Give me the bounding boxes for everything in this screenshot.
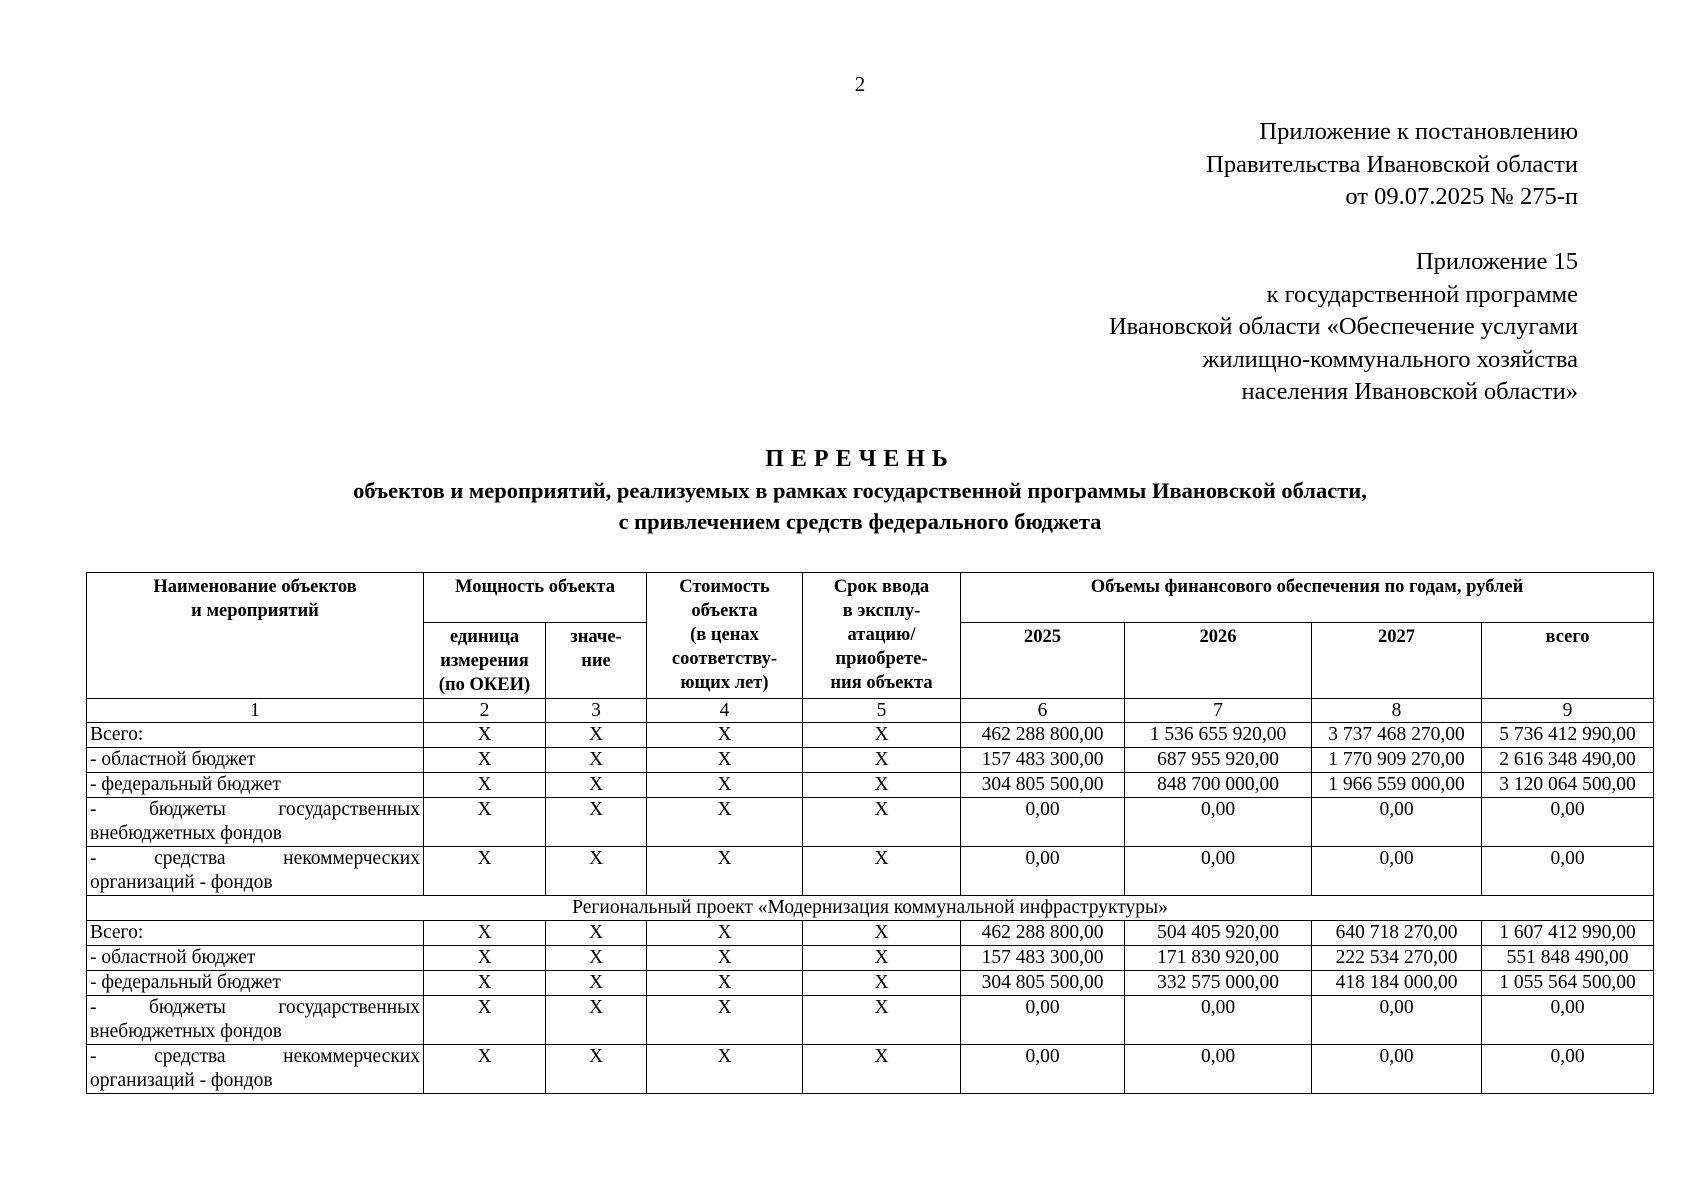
row-unit: X: [424, 798, 546, 847]
row-2025: 157 483 300,00: [961, 748, 1125, 773]
row-2025: 462 288 800,00: [961, 723, 1125, 748]
row-cost: X: [647, 1045, 803, 1094]
row-2026: 0,00: [1125, 798, 1312, 847]
appendix-line: Приложение к постановлению: [1259, 118, 1578, 145]
row-unit: X: [424, 847, 546, 896]
table-row: [87, 971, 1654, 996]
header-value: значе- ние: [546, 623, 647, 699]
row-cost: X: [647, 748, 803, 773]
row-2026: 0,00: [1125, 847, 1312, 896]
table-row: [87, 773, 1654, 798]
appendix-line: жилищно-коммунального хозяйства: [1202, 345, 1578, 373]
row-2025: 0,00: [961, 798, 1125, 847]
row-name: Всего:: [87, 921, 424, 946]
row-unit: X: [424, 996, 546, 1045]
row-2025: 0,00: [961, 996, 1125, 1045]
row-name: - средства некоммерческих организаций - фондов: [87, 847, 424, 896]
row-unit: X: [424, 748, 546, 773]
table-row: [87, 748, 1654, 773]
row-total: 2 616 348 490,00: [1482, 748, 1654, 773]
header-commissioning-term: Срок ввода в эксплу- атацию/ приобрете- ния объекта: [803, 573, 961, 699]
row-total: 0,00: [1482, 798, 1654, 847]
appendix-line: от 09.07.2025 № 275-п: [1345, 183, 1578, 210]
row-term: X: [803, 748, 961, 773]
row-unit: X: [424, 971, 546, 996]
header-funding: Объемы финансового обеспечения по годам, рублей: [961, 573, 1654, 623]
row-2027: 1 770 909 270,00: [1312, 748, 1482, 773]
row-term: X: [803, 798, 961, 847]
row-name: - областной бюджет: [87, 946, 424, 971]
table-row: [87, 946, 1654, 971]
row-2027: 3 737 468 270,00: [1312, 723, 1482, 748]
row-2026: 332 575 000,00: [1125, 971, 1312, 996]
column-number: 4: [647, 699, 803, 723]
row-unit: X: [424, 723, 546, 748]
row-term: X: [803, 847, 961, 896]
row-value: X: [546, 723, 647, 748]
row-total: 5 736 412 990,00: [1482, 723, 1654, 748]
row-total: 1 055 564 500,00: [1482, 971, 1654, 996]
row-2025: 0,00: [961, 1045, 1125, 1094]
row-2026: 687 955 920,00: [1125, 748, 1312, 773]
row-2027: 1 966 559 000,00: [1312, 773, 1482, 798]
row-2027: 640 718 270,00: [1312, 921, 1482, 946]
row-2027: 0,00: [1312, 847, 1482, 896]
header-total: всего: [1482, 623, 1654, 699]
row-unit: X: [424, 921, 546, 946]
row-unit: X: [424, 773, 546, 798]
row-2027: 0,00: [1312, 996, 1482, 1045]
row-value: X: [546, 996, 647, 1045]
row-total: 1 607 412 990,00: [1482, 921, 1654, 946]
row-term: X: [803, 921, 961, 946]
appendix-header-program: [1109, 246, 1578, 409]
column-number: 5: [803, 699, 961, 723]
row-name: - бюджеты государственных внебюджетных фондов: [87, 798, 424, 847]
row-term: X: [803, 946, 961, 971]
row-cost: X: [647, 773, 803, 798]
row-cost: X: [647, 921, 803, 946]
row-2026: 1 536 655 920,00: [1125, 723, 1312, 748]
column-number: 6: [961, 699, 1125, 723]
row-term: X: [803, 996, 961, 1045]
table-row: [87, 798, 1654, 847]
table-row: [87, 1045, 1654, 1094]
row-name: Всего:: [87, 723, 424, 748]
appendix-line: Приложение 15: [1415, 248, 1578, 275]
header-unit: единица измерения (по ОКЕИ): [424, 623, 546, 699]
row-term: X: [803, 723, 961, 748]
row-2026: 848 700 000,00: [1125, 773, 1312, 798]
row-name: - областной бюджет: [87, 748, 424, 773]
title-main: ПЕРЕЧЕНЬ: [765, 446, 955, 472]
header-year-2026: 2026: [1125, 623, 1312, 699]
row-unit: X: [424, 1045, 546, 1094]
row-value: X: [546, 748, 647, 773]
row-name: - федеральный бюджет: [87, 971, 424, 996]
row-name: - средства некоммерческих организаций - фондов: [87, 1045, 424, 1094]
table-row: [87, 847, 1654, 896]
table-row: [87, 723, 1654, 748]
row-total: 3 120 064 500,00: [1482, 773, 1654, 798]
row-2027: 0,00: [1312, 1045, 1482, 1094]
header-year-2025: 2025: [961, 623, 1125, 699]
row-cost: X: [647, 946, 803, 971]
header-name: Наименование объектов и мероприятий: [87, 573, 424, 699]
row-name: - бюджеты государственных внебюджетных фондов: [87, 996, 424, 1045]
header-cost: Стоимость объекта (в ценах соответству- ющих лет): [647, 573, 803, 699]
row-2025: 157 483 300,00: [961, 946, 1125, 971]
row-term: X: [803, 773, 961, 798]
appendix-line: Ивановской области «Обеспечение услугами: [1108, 313, 1578, 340]
column-number: 2: [424, 699, 546, 723]
table-row: [87, 996, 1654, 1045]
row-name: - федеральный бюджет: [87, 773, 424, 798]
row-cost: X: [647, 996, 803, 1045]
row-total: 551 848 490,00: [1482, 946, 1654, 971]
row-2027: 0,00: [1312, 798, 1482, 847]
row-total: 0,00: [1482, 1045, 1654, 1094]
row-value: X: [546, 798, 647, 847]
financing-table: [86, 572, 1654, 1094]
row-2025: 462 288 800,00: [961, 921, 1125, 946]
row-total: 0,00: [1482, 996, 1654, 1045]
row-unit: X: [424, 946, 546, 971]
column-number: 3: [546, 699, 647, 723]
row-2027: 418 184 000,00: [1312, 971, 1482, 996]
row-2025: 304 805 500,00: [961, 773, 1125, 798]
appendix-header-resolution: [1206, 116, 1578, 214]
row-value: X: [546, 921, 647, 946]
column-numbers-row: [87, 699, 1654, 723]
column-number: 7: [1125, 699, 1312, 723]
section-row: [87, 896, 1654, 921]
title-subtitle-line-2: с привлечением средств федерального бюджета: [618, 509, 1102, 534]
row-2025: 0,00: [961, 847, 1125, 896]
title-subtitle-line-1: объектов и мероприятий, реализуемых в рамках государственной программы Ивановской области,: [353, 478, 1367, 503]
section-title: Региональный проект «Модернизация коммунальной инфраструктуры»: [87, 896, 1654, 921]
column-number: 9: [1482, 699, 1654, 723]
row-term: X: [803, 971, 961, 996]
row-total: 0,00: [1482, 847, 1654, 896]
row-value: X: [546, 971, 647, 996]
page-number: 2: [854, 72, 866, 96]
row-2025: 304 805 500,00: [961, 971, 1125, 996]
column-number: 8: [1312, 699, 1482, 723]
row-2026: 0,00: [1125, 996, 1312, 1045]
row-cost: X: [647, 723, 803, 748]
header-capacity: Мощность объекта: [424, 573, 647, 623]
row-cost: X: [647, 847, 803, 896]
row-term: X: [803, 1045, 961, 1094]
row-2027: 222 534 270,00: [1312, 946, 1482, 971]
appendix-line: к государственной программе: [1266, 280, 1578, 308]
row-value: X: [546, 1045, 647, 1094]
row-2026: 171 830 920,00: [1125, 946, 1312, 971]
row-2026: 504 405 920,00: [1125, 921, 1312, 946]
row-value: X: [546, 847, 647, 896]
column-number: 1: [87, 699, 424, 723]
row-value: X: [546, 773, 647, 798]
appendix-line: Правительства Ивановской области: [1206, 150, 1578, 178]
row-cost: X: [647, 798, 803, 847]
table-row: [87, 921, 1654, 946]
row-2026: 0,00: [1125, 1045, 1312, 1094]
appendix-line: населения Ивановской области»: [1241, 378, 1578, 405]
document-title: [0, 443, 1697, 537]
row-cost: X: [647, 971, 803, 996]
header-year-2027: 2027: [1312, 623, 1482, 699]
row-value: X: [546, 946, 647, 971]
